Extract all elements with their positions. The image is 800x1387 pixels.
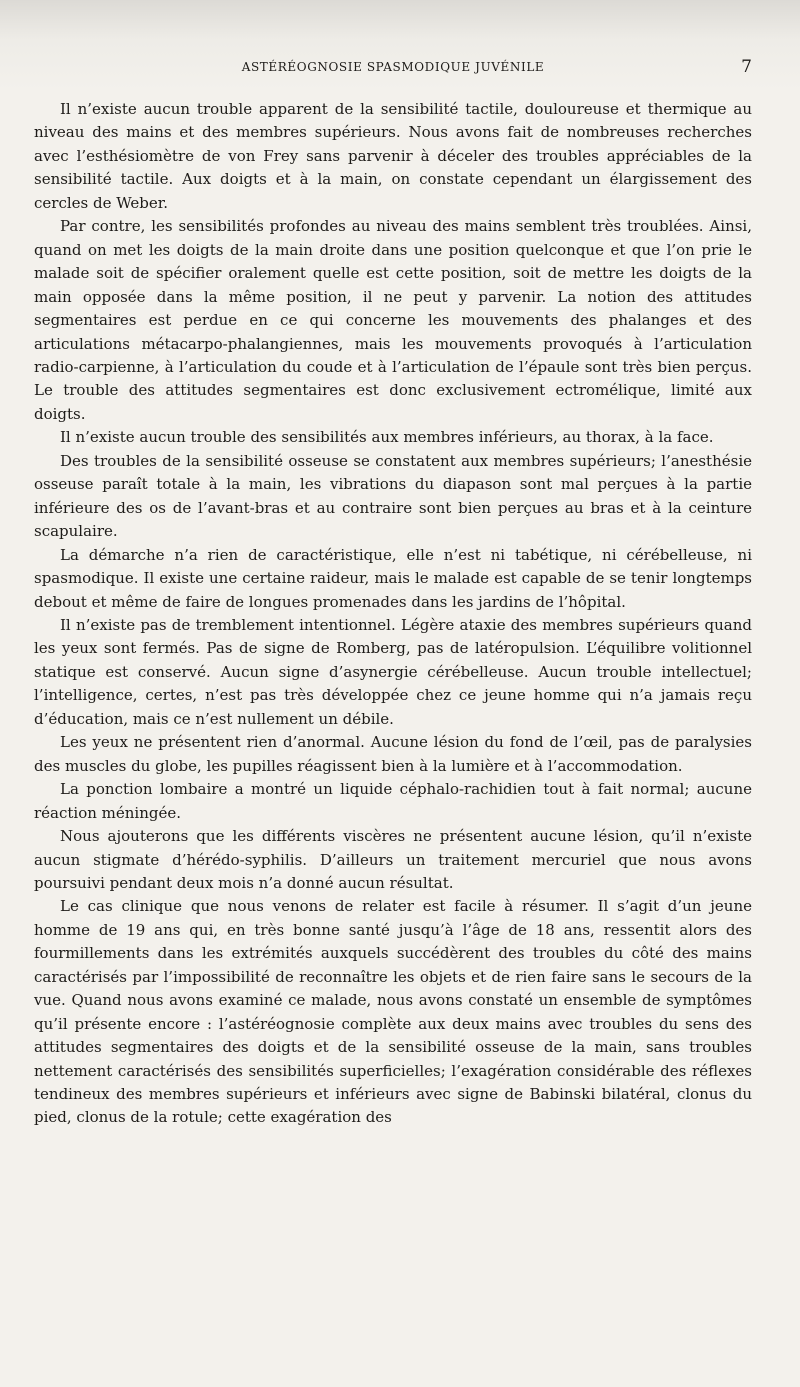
- body-text: [34, 98, 752, 1130]
- running-title: ASTÉRÉOGNOSIE SPASMODIQUE JUVÉNILE: [241, 60, 545, 74]
- paragraph: Nous ajouterons que les différents viscères ne présentent aucune lésion, qu’il n’existe aucun stigmate d’hérédo-syphilis. D’ailleurs un traitement mercuriel que nous avons poursuivi pendant deux mois n’a donné aucun résultat.: [34, 827, 752, 892]
- paragraph: Le cas clinique que nous venons de relater est facile à résumer. Il s’agit d’un jeune homme de 19 ans qui, en très bonne santé jusqu’à l’âge de 18 ans, ressentit alors des fourmillements dans les extrémités auxquels succédèrent des troubles du côté des mains caractérisés par l’impossibilité de reconnaître les objets et de rien faire sans le secours de la vue. Quand nous avons examiné ce malade, nous avons constaté un ensemble de symptômes qu’il présente encore : l’astéréognosie complète aux deux mains avec troubles du sens des attitudes segmentaires des doigts et de la sensibilité osseuse de la main, sans troubles nettement caractérisés des sensibilités superficielles; l’exagération considérable des réflexes tendineux des membres supérieurs et inférieurs avec signe de Babinski bilatéral, clonus du pied, clonus de la rotule; cette exagération des: [34, 897, 752, 1127]
- paragraph: Il n’existe aucun trouble des sensibilités aux membres inférieurs, au thorax, à la face.: [60, 428, 714, 447]
- running-head: [34, 57, 752, 82]
- paragraph: La ponction lombaire a montré un liquide céphalo-rachidien tout à fait normal; aucune réaction méningée.: [34, 780, 752, 822]
- paragraph: Des troubles de la sensibilité osseuse se constatent aux membres supérieurs; l’anesthésie osseuse paraît totale à la main, les vibrations du diapason sont mal perçues à la partie inférieure des os de l’avant-bras et au contraire sont bien perçues au bras et à la ceinture scapulaire.: [34, 451, 752, 541]
- paragraph: Les yeux ne présentent rien d’anormal. Aucune lésion du fond de l’œil, pas de paralysies des muscles du globe, les pupilles réagissent bien à la lumière et à l’accommodation.: [34, 733, 752, 775]
- paragraph: Par contre, les sensibilités profondes au niveau des mains semblent très troublées. Ainsi, quand on met les doigts de la main droite dans une position quelconque et que l’on prie le malade soit de spécifier oralement quelle est cette position, soit de mettre les doigts de la main opposée dans la même position, il ne peut y parvenir. La notion des attitudes segmentaires est perdue en ce qui concerne les mouvements des phalanges et des articulations métacarpo-phalangiennes, mais les mouvements provoqués à l’articulation radio-carpienne, à l’articulation du coude et à l’articulation de l’épaule sont très bien perçus. Le trouble des attitudes segmentaires est donc exclusivement ectromélique, limité aux doigts.: [34, 217, 752, 423]
- paragraph: Il n’existe aucun trouble apparent de la sensibilité tactile, douloureuse et thermique au niveau des mains et des membres supérieurs. Nous avons fait de nombreuses recherches avec l’esthésiomètre de von Frey sans parvenir à déceler des troubles appréciables de la sensibilité tactile. Aux doigts et à la main, on constate cependant un élargissement des cercles de Weber.: [34, 100, 752, 212]
- paragraph: Il n’existe pas de tremblement intentionnel. Légère ataxie des membres supérieurs quand les yeux sont fermés. Pas de signe de Romberg, pas de latéropulsion. L’équilibre volitionnel statique est conservé. Aucun signe d’asynergie cérébelleuse. Aucun trouble intellectuel; l’intelligence, certes, n’est pas très développée chez ce jeune homme qui n’a jamais reçu d’éducation, mais ce n’est nullement un débile.: [34, 615, 752, 728]
- page-number: 7: [741, 57, 752, 77]
- paragraph: La démarche n’a rien de caractéristique, elle n’est ni tabétique, ni cérébelleuse, ni spasmodique. Il existe une certaine raideur, mais le malade est capable de se tenir longtemps debout et même de faire de longues promenades dans les jardins de l’hôpital.: [34, 545, 752, 611]
